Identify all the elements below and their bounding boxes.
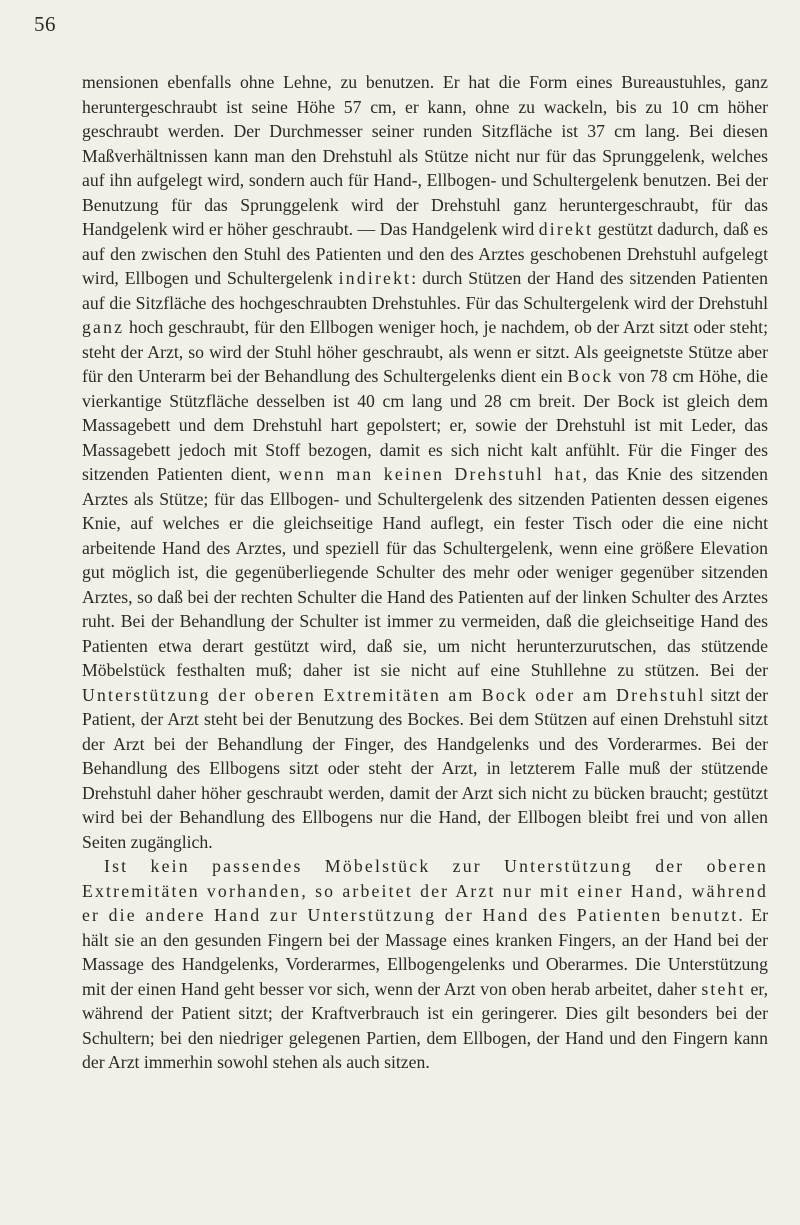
text-run: Er hält sie an den gesunden Fingern bei der Massage eines kranken Fingers, an der Hand bei der Massage des Handgelenks, Vorderarmes, Ellbogengelenks und Oberarmes. Die Unterstützung mit der einen Hand geht besser vor sich, wenn der Arzt von oben herab arbeitet, daher xyxy=(82,905,768,999)
paragraph-2 xyxy=(82,854,768,1075)
emphasis-steht: steht xyxy=(701,978,746,999)
paragraph-1 xyxy=(82,70,768,854)
text-run: : durch Stützen der Hand des sitzenden Patienten auf die Sitzfläche des hochgeschraubten Drehstuhles. Für das Schultergelenk wird der Drehstuhl xyxy=(82,268,768,313)
text-run: er, während der Patient sitzt; der Kraftverbrauch ist ein geringerer. Dies gilt besonders bei der Schultern; bei den niedriger gelegenen Partien, dem Ellbogen, der Hand und den Fingern kann der Arzt immerhin sowohl stehen als auch sitzen. xyxy=(82,978,768,1072)
emphasis-bock: Bock xyxy=(567,366,614,386)
emphasis-drehstuhl: wenn man keinen Drehstuhl hat xyxy=(278,464,583,484)
body-text xyxy=(82,70,768,1075)
emphasis-indirekt: indirekt xyxy=(338,268,412,288)
text-run: sitzt der Patient, der Arzt steht bei der Benutzung des Bockes. Bei dem Stützen auf einen Drehstuhl sitzt der Arzt bei der Behandlung der Finger, des Handgelenks und des Vorderarmes. Bei der Behandlung des Ellbogens sitzt oder steht der Arzt, in letzterem Falle muß der stützende Drehstuhl daher höher geschraubt werden, damit der Arzt sich nicht zu bücken braucht; gestützt wird bei der Behandlung des Ellbogens nur die Hand, der Ellbogen bleibt frei und von allen Seiten zugänglich. xyxy=(82,684,768,852)
emphasis-unterstuetzung: Unterstützung der oberen Extremitäten am Bock oder am Drehstuhl xyxy=(82,684,706,705)
emphasis-ganz: ganz xyxy=(82,317,125,337)
text-run: gestützt dadurch, daß es auf den zwischen den Stuhl des Patienten und den des Arztes geschobenen Drehstuhl aufgelegt wird, Ellbogen und Schultergelenk xyxy=(82,219,768,288)
text-run: hoch geschraubt, für den Ellbogen weniger hoch, je nachdem, ob der Arzt sitzt oder steht; steht der Arzt, so wird der Stuhl höher geschraubt, als wenn er sitzt. Als geeignetste Stütze aber für den Unterarm bei der Behandlung des Schultergelenks dient ein xyxy=(82,317,768,386)
text-run: mensionen ebenfalls ohne Lehne, zu benutzen. Er hat die Form eines Bureaustuhles, ganz heruntergeschraubt ist seine Höhe 57 cm, er kann, ohne zu wackeln, bis zu 10 cm höher geschraubt werden. Der Durchmesser seiner runden Sitzfläche ist 37 cm lang. Bei diesen Maßverhältnissen kann man den Drehstuhl als Stütze nicht nur für das Sprunggelenk, welches auf ihn aufgelegt wird, sondern auch für Hand-, Ellbogen- und Schultergelenk benutzen. Bei der Benutzung für das Sprunggelenk wird der Drehstuhl ganz heruntergeschraubt, für das Handgelenk wird er höher geschraubt. — Das Handgelenk wird xyxy=(82,72,768,239)
emphasis-direkt: direkt xyxy=(538,219,594,239)
emphasis-kein-moebelstueck: Ist kein passendes Möbelstück zur Unterstützung der oberen Extremitäten vorhanden, so arbeitet der Arzt nur mit einer Hand, während er die andere Hand zur Unterstützung der Hand des Patienten benutzt. xyxy=(82,856,768,925)
page-number: 56 xyxy=(34,12,56,36)
text-run: , das Knie des sitzenden Arztes als Stütze; für das Ellbogen- und Schultergelenk des sitzenden Patienten dessen eigenes Knie, auf welches er die gleichseitige Hand auflegt, ein fester Tisch oder die eine nicht arbeitende Hand des Arztes, und speziell für das Schultergelenk, wenn eine größere Elevation gut möglich ist, die gegenüberliegende Schulter des mehr oder weniger gegenüber sitzenden Arztes, so daß bei der rechten Schulter die Hand des Patienten auf der linken Schulter des Arztes ruht. Bei der Behandlung der Schulter ist immer zu vermeiden, daß die gleichseitige Hand des Patienten etwa derart gestützt wird, daß sie, um nicht herunterzurutschen, das stützende Möbelstück festhalten muß; daher ist sie nicht auf eine Stuhllehne zu stützen. Bei der xyxy=(82,464,768,680)
text-run: von 78 cm Höhe, die vierkantige Stützfläche desselben ist 40 cm lang und 28 cm breit. Der Bock ist gleich dem Massagebett und dem Drehstuhl hart gepolstert; er, sowie der Drehstuhl ist mit Leder, das Massagebett jedoch mit Stoff bezogen, damit es sich nicht kalt anfühlt. Für die Finger des sitzenden Patienten dient, xyxy=(82,366,768,484)
